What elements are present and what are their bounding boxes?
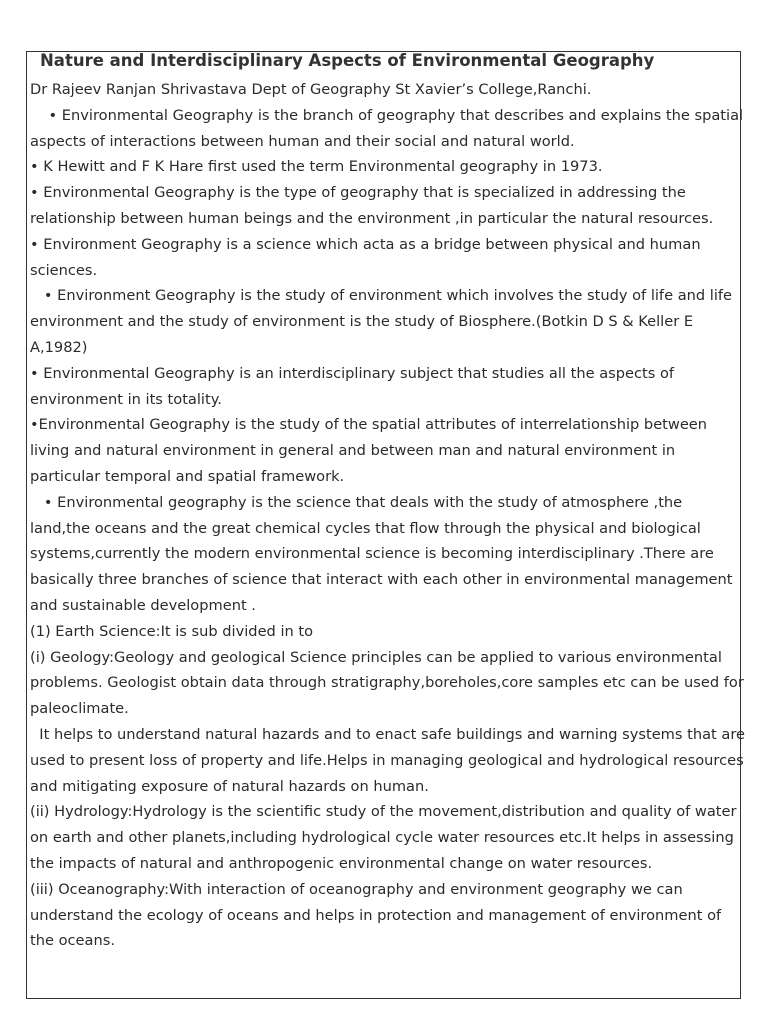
paragraph-natural-hazards: It helps to understand natural hazards and to enact safe buildings and warning systems that are used to present loss of property and life.Helps in managing geological and hydrological resources and mitigating exposure of natural hazards on human. <box>30 725 746 795</box>
paragraph-earth-science: (1) Earth Science:It is sub divided in to <box>30 622 314 640</box>
paragraph-oceanography: (iii) Oceanography:With interaction of oceanography and environment geography we can understand the ecology of oceans and helps in protection and management of environment of the oceans. <box>30 880 722 950</box>
paragraph-specialized: • Environmental Geography is the type of geography that is specialized in addressing the relationship between human beings and the environment ,in particular the natural resources. <box>30 184 714 227</box>
document-title: Nature and Interdisciplinary Aspects of Environmental Geography <box>40 51 655 70</box>
paragraph-atmosphere: • Environmental geography is the science that deals with the study of atmosphere ,the land,the oceans and the great chemical cycles that flow through the physical and biological systems,currently the modern environmental science is becoming interdisciplinary .There are basically three branches of science that interact with each other in environmental management and sustainable development . <box>30 493 733 614</box>
paragraph-definition: • Environmental Geography is the branch of geography that describes and explains the spatial aspects of interactions between human and their social and natural world. <box>30 106 744 150</box>
document-body <box>30 77 745 954</box>
paragraph-interdisciplinary: • Environmental Geography is an interdisciplinary subject that studies all the aspects of environment in its totality. <box>30 364 675 408</box>
paragraph-hewitt-hare: • K Hewitt and F K Hare first used the term Environmental geography in 1973. <box>30 158 603 176</box>
paragraph-geology: (i) Geology:Geology and geological Science principles can be applied to various environmental problems. Geologist obtain data through stratigraphy,boreholes,core samples etc can be used for paleoclimate. <box>30 648 744 718</box>
author-line: Dr Rajeev Ranjan Shrivastava Dept of Geography St Xavier’s College,Ranchi. <box>30 81 592 98</box>
paragraph-bridge: • Environment Geography is a science which acta as a bridge between physical and human sciences. <box>30 235 701 279</box>
paragraph-biosphere: • Environment Geography is the study of environment which involves the study of life and life environment and the study of environment is the study of Biosphere.(Botkin D S & Keller E A,1982) <box>30 287 733 356</box>
paragraph-spatial-attributes: •Environmental Geography is the study of the spatial attributes of interrelationship between living and natural environment in general and between man and natural environment in particular temporal and spatial framework. <box>30 416 708 485</box>
paragraph-hydrology: (ii) Hydrology:Hydrology is the scientific study of the movement,distribution and quality of water on earth and other planets,including hydrological cycle water resources etc.It helps in assessing the impacts of natural and anthropogenic environmental change on water resources. <box>30 803 737 872</box>
